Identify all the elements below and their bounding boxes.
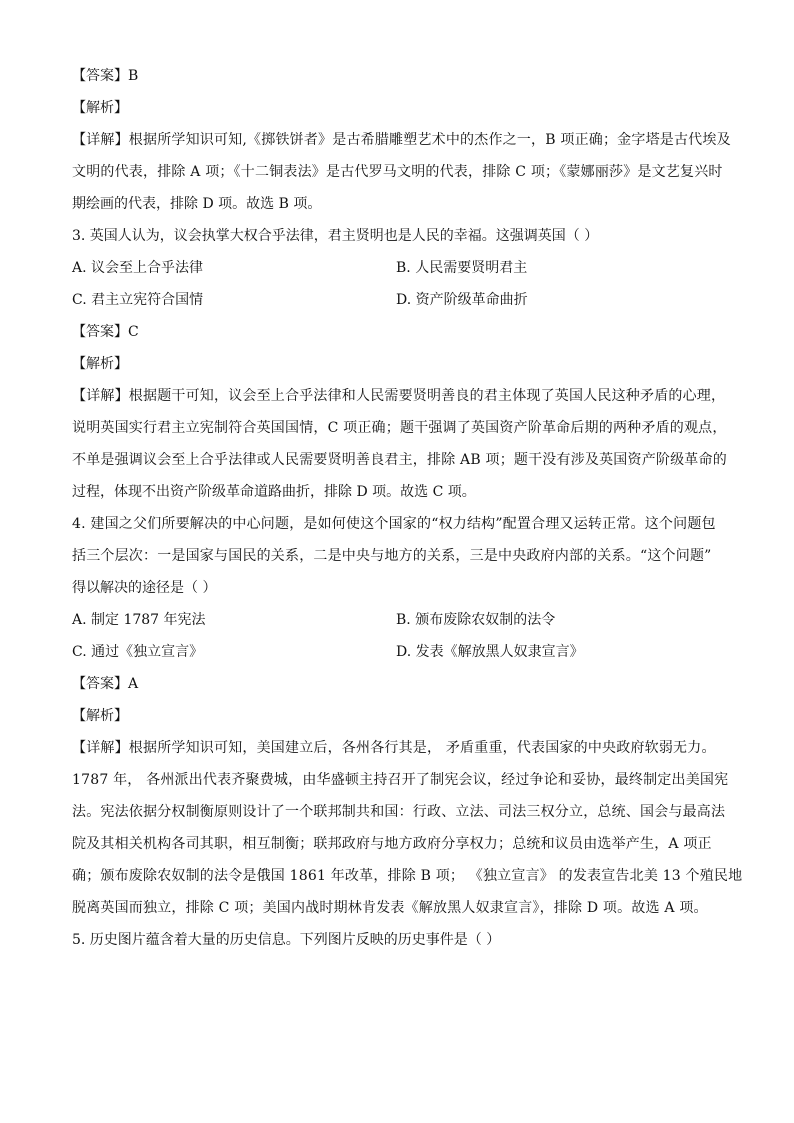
q4-answer: 【答案】A bbox=[72, 676, 139, 692]
q4-analysis-heading: 【解析】 bbox=[72, 708, 128, 724]
q3-stem: 3. 英国人认为，议会执掌大权合乎法律，君主贤明也是人民的幸福。这强调英国（ ） bbox=[72, 228, 599, 244]
q4-detail-line: 确；颁布废除农奴制的法令是俄国 1861 年改革，排除 B 项； 《独立宣言》 的发表宣告北美 13 个殖民地 bbox=[72, 868, 743, 884]
q5-stem: 5. 历史图片蕴含着大量的历史信息。下列图片反映的历史事件是（ ） bbox=[72, 932, 501, 948]
q3-detail-line: 说明英国实行君主立宪制符合英国国情，C 项正确；题干强调了英国资产阶革命后期的两种矛盾的观点， bbox=[72, 420, 727, 436]
q4-option-b: B. 颁布废除农奴制的法令 bbox=[396, 612, 556, 628]
q4-detail-line: 1787 年， 各州派出代表齐聚费城，由华盛顿主持召开了制宪会议，经过争论和妥协，最终制定出美国宪 bbox=[72, 772, 729, 788]
q3-answer: 【答案】C bbox=[72, 324, 139, 340]
q3-option-b: B. 人民需要贤明君主 bbox=[396, 260, 528, 276]
q4-detail-line: 脱离英国而独立，排除 C 项；美国内战时期林肯发表《解放黑人奴隶宣言》，排除 D 项。故选 A 项。 bbox=[72, 900, 708, 916]
q2-analysis-heading: 【解析】 bbox=[72, 100, 128, 116]
q2-detail-line: 文明的代表，排除 A 项；《十二铜表法》是古代罗马文明的代表，排除 C 项；《蒙娜丽莎》是文艺复兴时 bbox=[72, 164, 723, 180]
q4-detail-line: 【详解】根据所学知识可知，美国建立后，各州各行其是， 矛盾重重，代表国家的中央政府软弱无力。 bbox=[72, 740, 716, 756]
q4-stem-line: 4. 建国之父们所要解决的中心问题，是如何使这个国家的“权力结构”配置合理又运转正常。这个问题包 bbox=[72, 516, 716, 532]
q2-answer: 【答案】B bbox=[72, 68, 139, 84]
q2-analysis-label: 解析 bbox=[86, 100, 114, 116]
q3-detail-line: 【详解】根据题干可知，议会至上合乎法律和人民需要贤明善良的君主体现了英国人民这种矛盾的心理， bbox=[72, 388, 726, 404]
q3-detail-line: 不单是强调议会至上合乎法律或人民需要贤明善良君主，排除 AB 项；题干没有涉及英国资产阶级革命的 bbox=[72, 452, 727, 468]
q4-option-a: A. 制定 1787 年宪法 bbox=[72, 612, 206, 628]
q3-option-d: D. 资产阶级革命曲折 bbox=[396, 292, 528, 308]
q3-analysis-heading: 【解析】 bbox=[72, 356, 128, 372]
q2-detail-line: 期绘画的代表，排除 D 项。故选 B 项。 bbox=[72, 196, 322, 212]
q4-option-d: D. 发表《解放黑人奴隶宣言》 bbox=[396, 644, 584, 660]
q4-option-c: C. 通过《独立宣言》 bbox=[72, 644, 204, 660]
q4-stem-line: 得以解决的途径是（ ） bbox=[72, 580, 217, 596]
q4-analysis-label: 解析 bbox=[86, 708, 114, 724]
q3-option-c: C. 君主立宪符合国情 bbox=[72, 292, 204, 308]
q4-detail-line: 法。宪法依据分权制衡原则设计了一个联邦制共和国：行政、立法、司法三权分立，总统、国会与最高法 bbox=[72, 804, 726, 820]
q2-detail-line: 【详解】根据所学知识可知,《掷铁饼者》是古希腊雕塑艺术中的杰作之一，B 项正确；金字塔是古代埃及 bbox=[72, 132, 731, 148]
q4-stem-line: 括三个层次：一是国家与国民的关系，二是中央与地方的关系，三是中央政府内部的关系。“这个问题” bbox=[72, 548, 712, 564]
q3-analysis-label: 解析 bbox=[86, 356, 114, 372]
q3-option-a: A. 议会至上合乎法律 bbox=[72, 260, 204, 276]
q3-detail-line: 过程，体现不出资产阶级革命道路曲折，排除 D 项。故选 C 项。 bbox=[72, 484, 476, 500]
q4-detail-line: 院及其相关机构各司其职，相互制衡；联邦政府与地方政府分享权力；总统和议员由选举产生，A 项正 bbox=[72, 836, 712, 852]
